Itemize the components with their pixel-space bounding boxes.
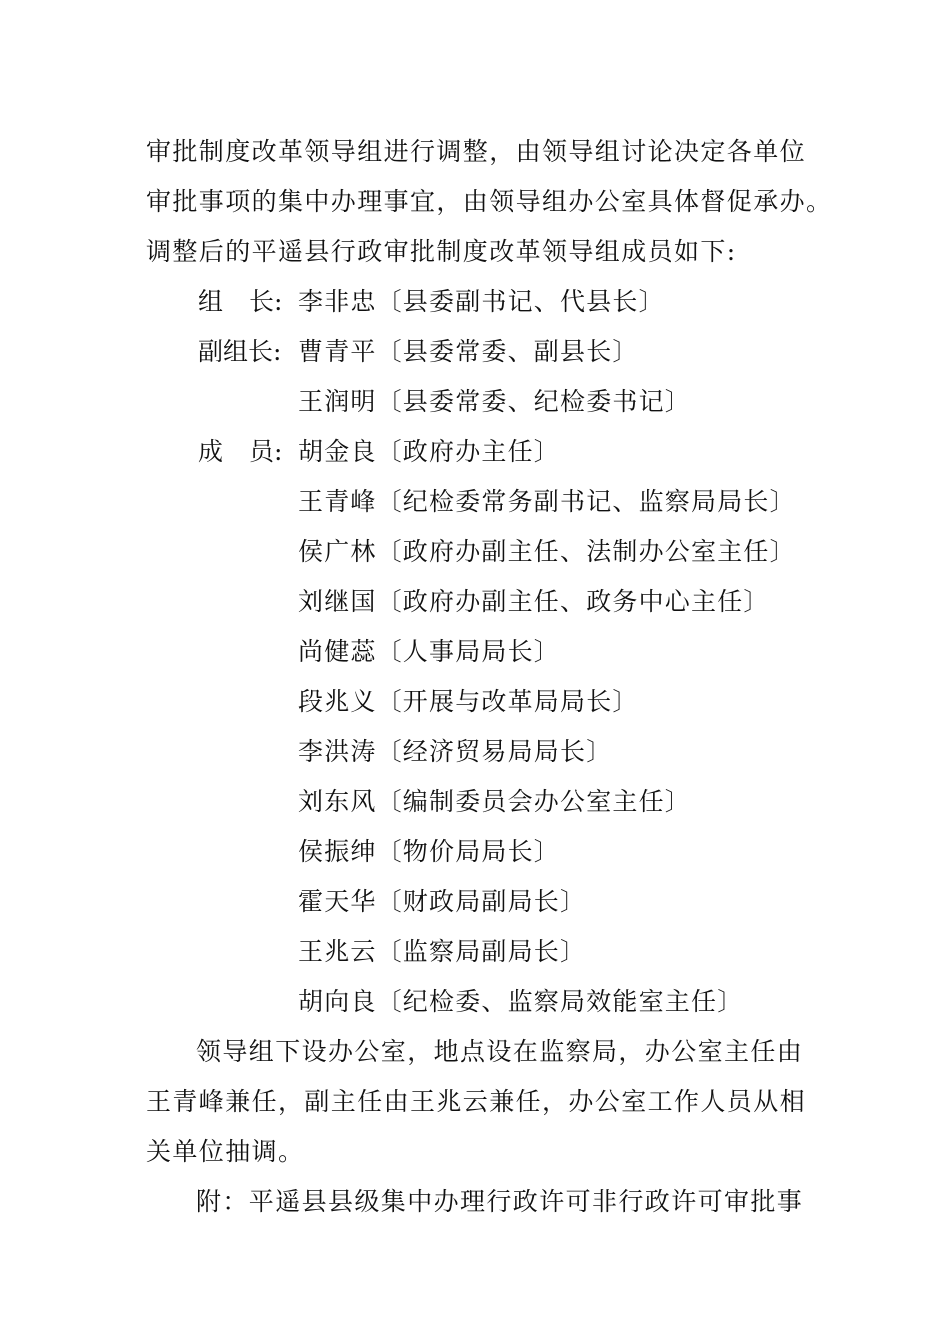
member-line: 胡向良〔纪检委、监察局效能室主任〕 bbox=[298, 987, 744, 1016]
intro-line-3: 调整后的平遥县行政审批制度改革领导组成员如下: bbox=[146, 237, 737, 266]
member-line: 李洪涛〔经济贸易局局长〕 bbox=[298, 737, 613, 766]
intro-line-1: 审批制度改革领导组进行调整，由领导组讨论决定各单位 bbox=[146, 137, 807, 166]
member-line: 侯振绅〔物价局局长〕 bbox=[298, 837, 561, 866]
member-line: 王润明〔县委常委、纪检委书记〕 bbox=[298, 387, 692, 416]
member-line: 侯广林〔政府办副主任、法制办公室主任〕 bbox=[298, 537, 796, 566]
role-deputy: 副组长: bbox=[198, 337, 282, 366]
member-line: 胡金良〔政府办主任〕 bbox=[298, 437, 561, 466]
member-line: 李非忠〔县委副书记、代县长〕 bbox=[298, 287, 665, 316]
role-members: 成 员: bbox=[198, 437, 283, 466]
member-line: 段兆义〔开展与改革局局长〕 bbox=[298, 687, 639, 716]
member-line: 霍天华〔财政局副局长〕 bbox=[298, 887, 587, 916]
office-line-3: 关单位抽调。 bbox=[146, 1137, 305, 1166]
member-line: 王青峰〔纪检委常务副书记、监察局局长〕 bbox=[298, 487, 796, 516]
member-line: 曹青平〔县委常委、副县长〕 bbox=[298, 337, 639, 366]
member-line: 王兆云〔监察局副局长〕 bbox=[298, 937, 587, 966]
appendix-line: 附：平遥县县级集中办理行政许可非行政许可审批事 bbox=[196, 1187, 804, 1216]
role-leader: 组 长: bbox=[198, 287, 283, 316]
member-line: 尚健蕊〔人事局局长〕 bbox=[298, 637, 561, 666]
office-line-1: 领导组下设办公室，地点设在监察局，办公室主任由 bbox=[196, 1037, 804, 1066]
member-line: 刘东风〔编制委员会办公室主任〕 bbox=[298, 787, 692, 816]
intro-line-2: 审批事项的集中办理事宜，由领导组办公室具体督促承办。 bbox=[146, 187, 833, 216]
member-line: 刘继国〔政府办副主任、政务中心主任〕 bbox=[298, 587, 770, 616]
office-line-2: 王青峰兼任，副主任由王兆云兼任，办公室工作人员从相 bbox=[146, 1087, 807, 1116]
